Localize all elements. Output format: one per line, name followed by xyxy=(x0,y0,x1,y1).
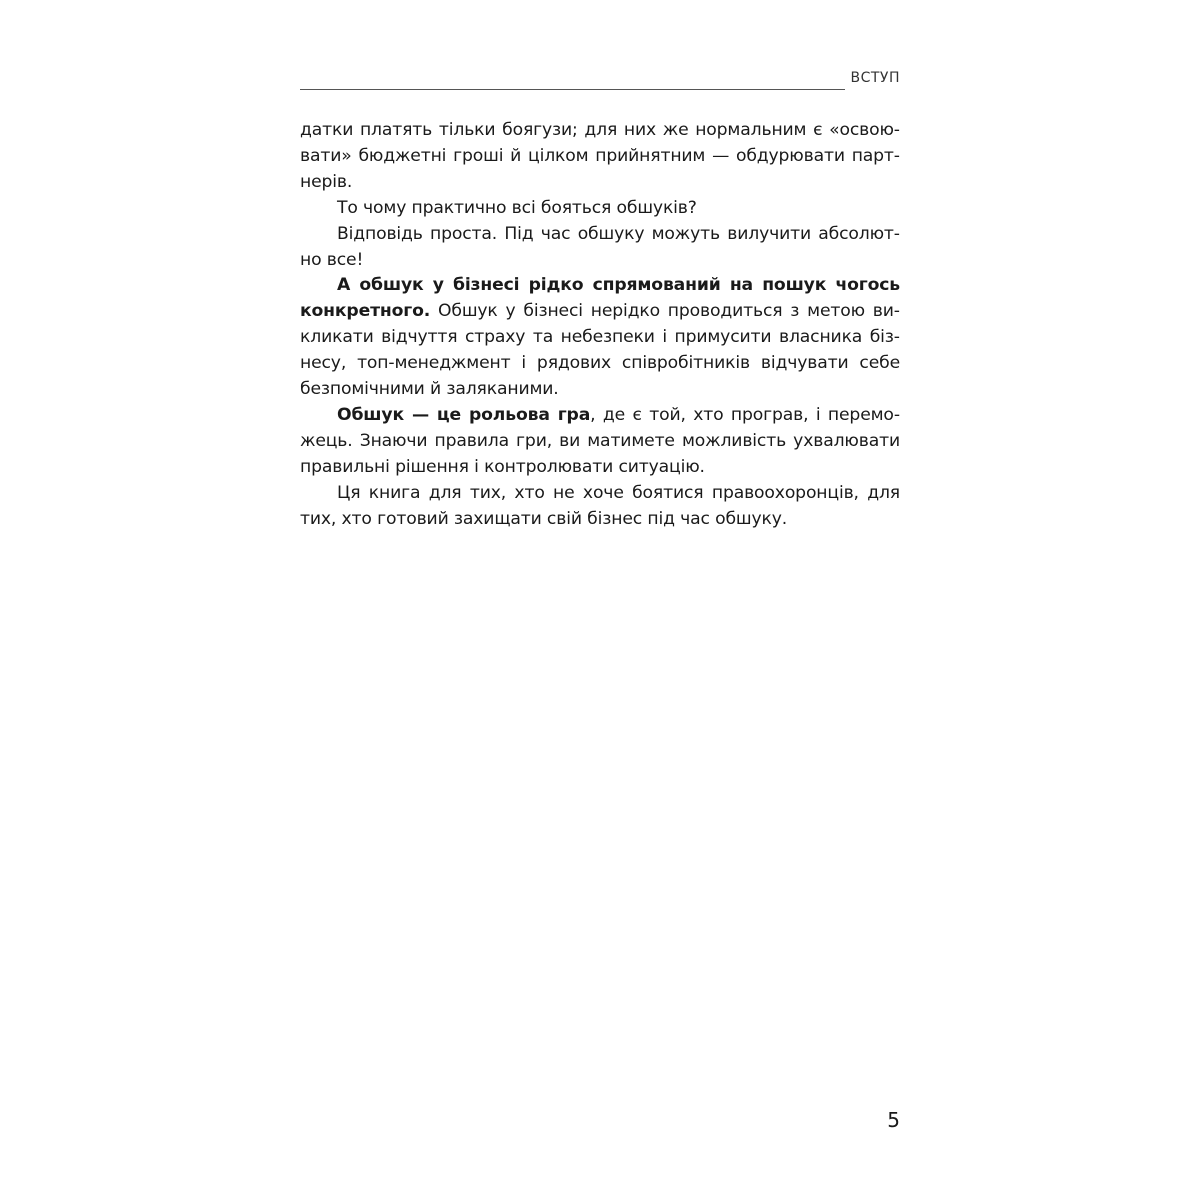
page-number: 5 xyxy=(887,1108,900,1132)
paragraph-text: То чому практично всі бояться обшуків? xyxy=(337,197,697,218)
paragraph-search-purpose xyxy=(300,273,900,403)
paragraph-text: датки платять тільки боягузи; для них же нормальним є «освоювати» бюджетні гроші й цілком прийнятним — обдурювати партнерів. xyxy=(300,120,900,192)
paragraph-answer xyxy=(300,222,900,274)
paragraph-text: , де є той, хто програв, і переможець. Знаючи правила гри, ви матимете можливість ухвалювати правильні рішення і контролювати ситуацію. xyxy=(300,404,901,477)
paragraph-question xyxy=(300,196,900,222)
paragraph-text: Ця книга для тих, хто не хоче боятися правоохоронців, для тих, хто готовий захищати свій бізнес під час обшуку. xyxy=(300,482,900,529)
section-title: ВСТУП xyxy=(850,70,900,86)
paragraph-emphasis: Обшук — це рольова гра xyxy=(337,404,591,425)
body-text xyxy=(300,118,900,533)
paragraph-text: Відповідь проста. Під час обшуку можуть вилучити абсолютно все! xyxy=(300,223,900,270)
paragraph-emphasis: А обшук у бізнесі рідко спрямований на пошук чогось конкретного. xyxy=(300,275,900,322)
paragraph-continuation xyxy=(300,118,900,196)
paragraph-text: Обшук у бізнесі нерідко проводиться з метою викликати відчуття страху та небезпеки і примусити власника бізнесу, топ-менеджмент і рядових співробітників відчувати себе безпомічними й заляканими. xyxy=(300,301,900,400)
header-rule xyxy=(300,89,845,90)
paragraph-audience xyxy=(300,481,900,533)
running-header xyxy=(300,70,900,92)
paragraph-role-game xyxy=(300,403,900,481)
